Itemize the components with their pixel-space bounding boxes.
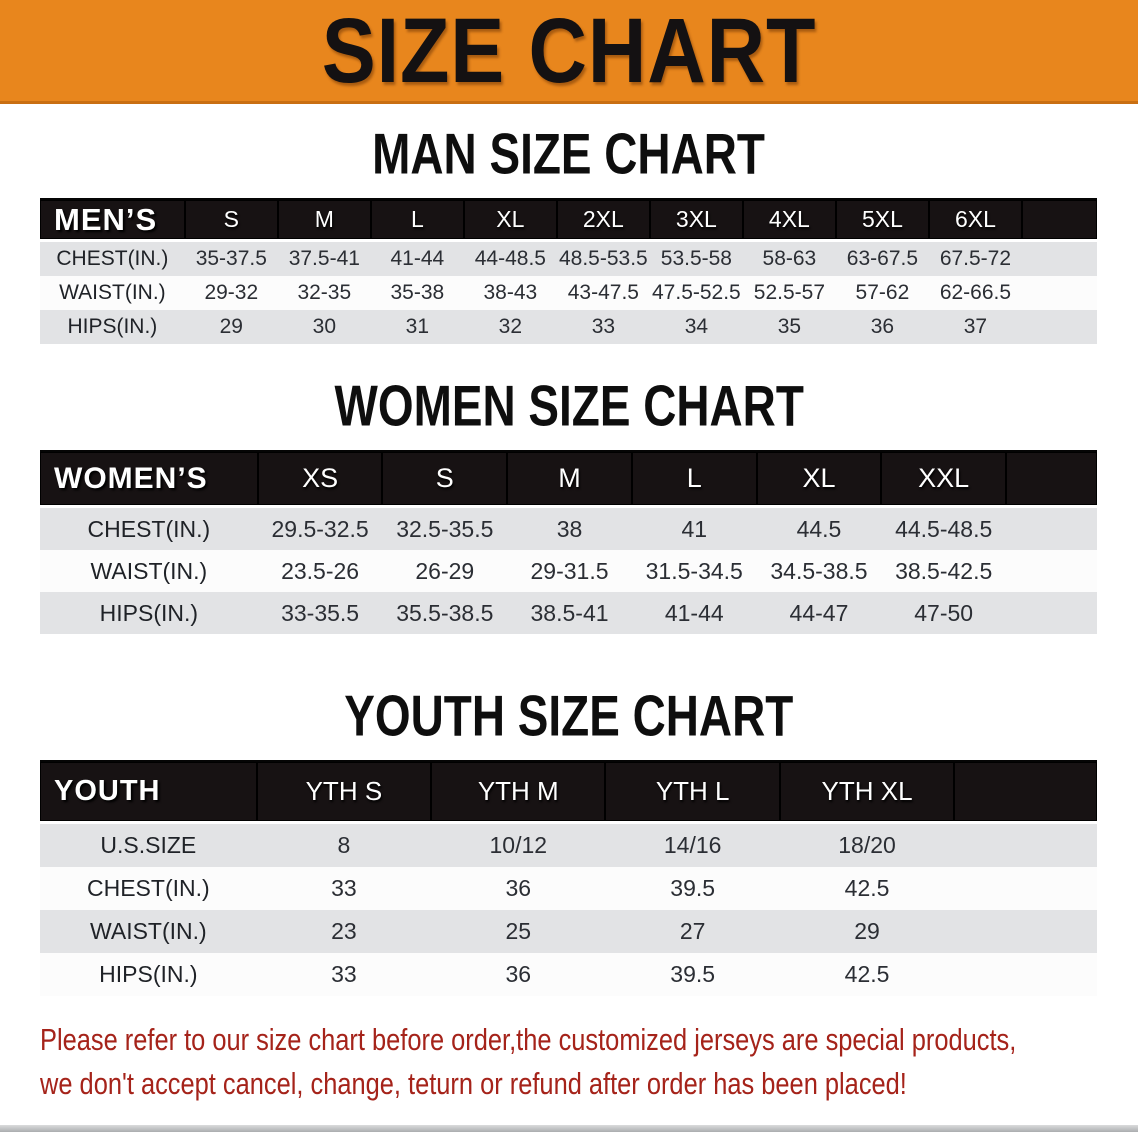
cell: 39.5: [605, 953, 779, 996]
table-row: [40, 910, 1097, 953]
cell: 29: [780, 910, 954, 953]
table-header-youth: [40, 760, 1097, 824]
cell: 23.5-26: [258, 550, 383, 592]
row-label: HIPS(IN.): [40, 310, 185, 344]
header-spacer: [1022, 198, 1097, 242]
column-header: 5XL: [836, 198, 929, 242]
cell: 35-38: [371, 276, 464, 310]
cell: 33: [557, 310, 650, 344]
cell: 26-29: [382, 550, 507, 592]
column-header: YTH S: [257, 760, 431, 824]
cell: 35.5-38.5: [382, 592, 507, 634]
row-label: CHEST(IN.): [40, 242, 185, 276]
cell: 38.5-41: [507, 592, 632, 634]
cell: 41: [632, 508, 757, 550]
cell: 29-31.5: [507, 550, 632, 592]
column-header: 2XL: [557, 198, 650, 242]
cell: 34: [650, 310, 743, 344]
cell: 41-44: [371, 242, 464, 276]
header-spacer: [1006, 450, 1097, 508]
column-header: S: [185, 198, 278, 242]
cell: 38.5-42.5: [881, 550, 1006, 592]
cell: 29: [185, 310, 278, 344]
column-header: 6XL: [929, 198, 1022, 242]
cell: 58-63: [743, 242, 836, 276]
cell: 10/12: [431, 824, 605, 867]
cell: 48.5-53.5: [557, 242, 650, 276]
cell: 38-43: [464, 276, 557, 310]
row-spacer: [954, 824, 1097, 867]
cell: 52.5-57: [743, 276, 836, 310]
cell: 18/20: [780, 824, 954, 867]
cell: 23: [257, 910, 431, 953]
row-label: CHEST(IN.): [40, 867, 257, 910]
table-row: [40, 824, 1097, 867]
policy-line-1: Please refer to our size chart before order,the customized jerseys are special products,: [40, 1022, 1017, 1057]
section-heading-wrap-youth: [0, 683, 1138, 748]
cell: 37.5-41: [278, 242, 371, 276]
cell: 32.5-35.5: [382, 508, 507, 550]
cell: 33: [257, 953, 431, 996]
row-spacer: [954, 953, 1097, 996]
row-spacer: [954, 867, 1097, 910]
column-header: 4XL: [743, 198, 836, 242]
cell: 63-67.5: [836, 242, 929, 276]
cell: 42.5: [780, 867, 954, 910]
row-spacer: [1022, 242, 1097, 276]
column-header: M: [278, 198, 371, 242]
size-table-mens: [40, 198, 1097, 344]
table-body-womens: [40, 508, 1097, 634]
cell: 33-35.5: [258, 592, 383, 634]
table-header-womens: [40, 450, 1097, 508]
column-header: XL: [757, 450, 882, 508]
section-heading-youth: YOUTH SIZE CHART: [344, 683, 794, 748]
section-heading-wrap-womens: [0, 373, 1138, 438]
cell: 53.5-58: [650, 242, 743, 276]
cell: 44-48.5: [464, 242, 557, 276]
cell: 25: [431, 910, 605, 953]
cell: 44.5-48.5: [881, 508, 1006, 550]
cell: 38: [507, 508, 632, 550]
table-youth: [40, 760, 1097, 996]
row-label: CHEST(IN.): [40, 508, 258, 550]
table-row: [40, 592, 1097, 634]
cell: 33: [257, 867, 431, 910]
header-row: [40, 760, 1097, 824]
section-heading-womens: WOMEN SIZE CHART: [334, 373, 804, 438]
header-row: [40, 450, 1097, 508]
group-label: YOUTH: [40, 760, 257, 824]
order-policy-note: [40, 1018, 1138, 1106]
table-row: [40, 310, 1097, 344]
cell: 27: [605, 910, 779, 953]
cell: 30: [278, 310, 371, 344]
table-row: [40, 276, 1097, 310]
column-header: YTH XL: [780, 760, 954, 824]
group-label: MEN’S: [40, 198, 185, 242]
column-header: YTH L: [605, 760, 779, 824]
table-row: [40, 953, 1097, 996]
cell: 44.5: [757, 508, 882, 550]
cell: 42.5: [780, 953, 954, 996]
page-title: SIZE CHART: [321, 0, 817, 102]
table-header-mens: [40, 198, 1097, 242]
header-spacer: [954, 760, 1097, 824]
row-spacer: [1022, 310, 1097, 344]
section-youth: [0, 683, 1138, 996]
group-label: WOMEN’S: [40, 450, 258, 508]
column-header: L: [632, 450, 757, 508]
row-label: U.S.SIZE: [40, 824, 257, 867]
cell: 32: [464, 310, 557, 344]
column-header: S: [382, 450, 507, 508]
row-label: HIPS(IN.): [40, 953, 257, 996]
cell: 47-50: [881, 592, 1006, 634]
cell: 67.5-72: [929, 242, 1022, 276]
cell: 36: [836, 310, 929, 344]
size-chart-banner: [0, 0, 1138, 104]
section-womens: [0, 373, 1138, 634]
column-header: XXL: [881, 450, 1006, 508]
row-spacer: [1006, 550, 1097, 592]
row-spacer: [1022, 276, 1097, 310]
table-row: [40, 242, 1097, 276]
table-womens: [40, 450, 1097, 634]
column-header: XS: [258, 450, 383, 508]
row-spacer: [1006, 592, 1097, 634]
cell: 41-44: [632, 592, 757, 634]
column-header: XL: [464, 198, 557, 242]
cell: 57-62: [836, 276, 929, 310]
row-spacer: [954, 910, 1097, 953]
column-header: L: [371, 198, 464, 242]
size-table-youth: [40, 760, 1097, 996]
row-label: WAIST(IN.): [40, 550, 258, 592]
column-header: 3XL: [650, 198, 743, 242]
table-mens: [40, 198, 1097, 344]
cell: 8: [257, 824, 431, 867]
column-header: YTH M: [431, 760, 605, 824]
row-spacer: [1006, 508, 1097, 550]
section-heading-wrap-mens: [0, 121, 1138, 186]
row-label: HIPS(IN.): [40, 592, 258, 634]
cell: 36: [431, 867, 605, 910]
cell: 62-66.5: [929, 276, 1022, 310]
cell: 34.5-38.5: [757, 550, 882, 592]
cell: 44-47: [757, 592, 882, 634]
size-tables: [0, 121, 1138, 996]
table-body-youth: [40, 824, 1097, 996]
section-heading-mens: MAN SIZE CHART: [372, 121, 766, 186]
cell: 31: [371, 310, 464, 344]
cell: 47.5-52.5: [650, 276, 743, 310]
cell: 36: [431, 953, 605, 996]
row-label: WAIST(IN.): [40, 276, 185, 310]
cell: 37: [929, 310, 1022, 344]
cell: 29.5-32.5: [258, 508, 383, 550]
header-row: [40, 198, 1097, 242]
table-row: [40, 867, 1097, 910]
policy-line-2: we don't accept cancel, change, teturn or refund after order has been placed!: [40, 1066, 907, 1101]
table-body-mens: [40, 242, 1097, 344]
section-mens: [0, 121, 1138, 344]
cell: 39.5: [605, 867, 779, 910]
cell: 29-32: [185, 276, 278, 310]
row-label: WAIST(IN.): [40, 910, 257, 953]
table-row: [40, 550, 1097, 592]
cell: 35-37.5: [185, 242, 278, 276]
cell: 31.5-34.5: [632, 550, 757, 592]
cell: 43-47.5: [557, 276, 650, 310]
cell: 14/16: [605, 824, 779, 867]
cell: 35: [743, 310, 836, 344]
bottom-edge-divider: [0, 1125, 1138, 1132]
column-header: M: [507, 450, 632, 508]
size-table-womens: [40, 450, 1097, 634]
cell: 32-35: [278, 276, 371, 310]
table-row: [40, 508, 1097, 550]
